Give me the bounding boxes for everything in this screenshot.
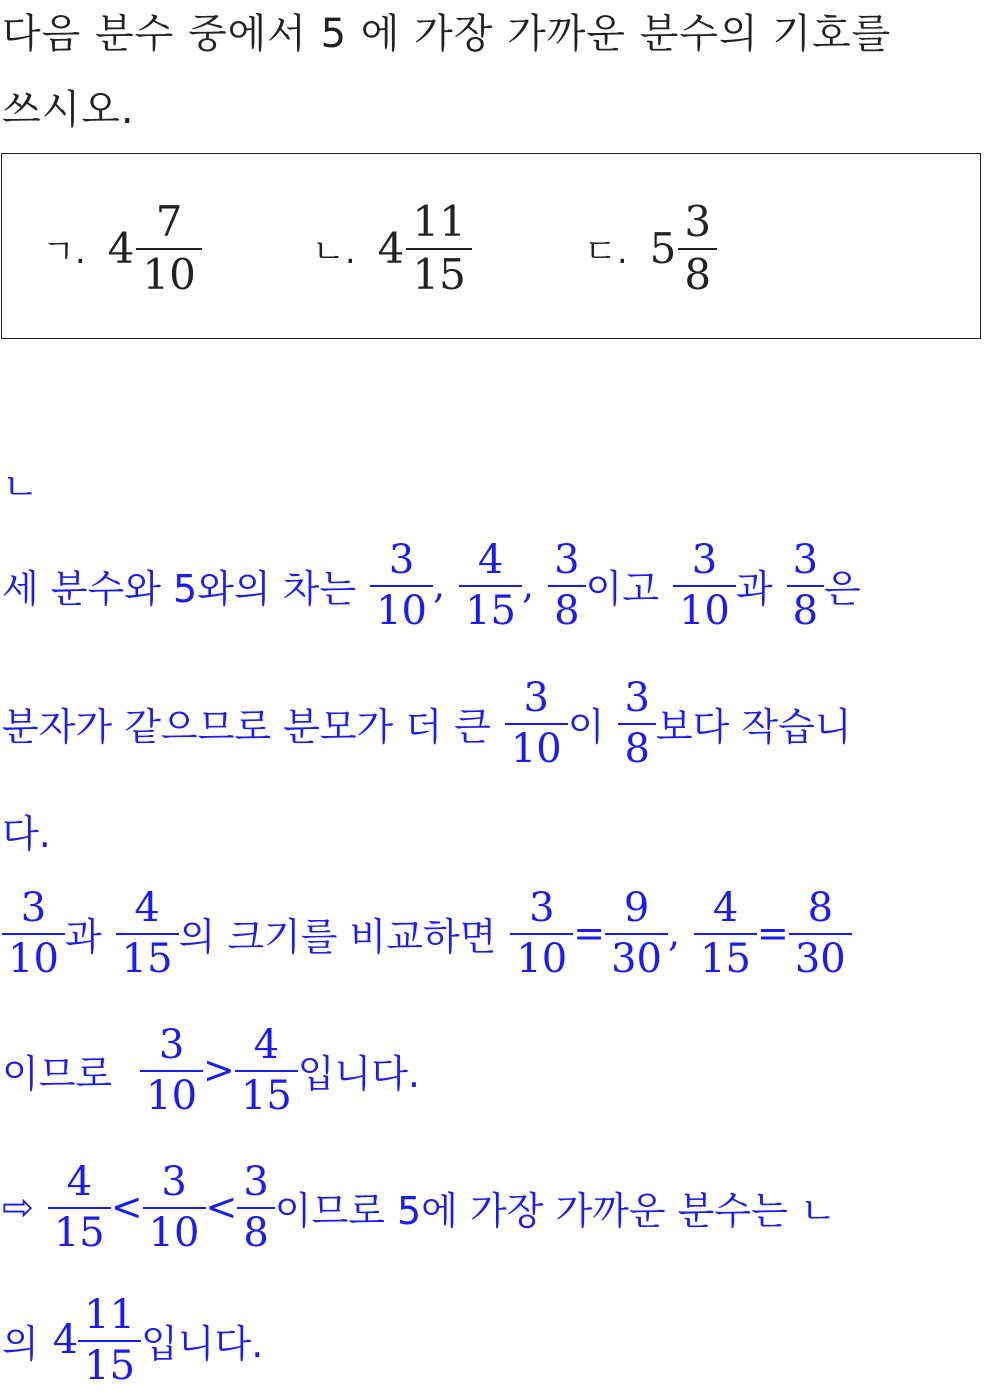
comma: ,	[668, 911, 681, 955]
fraction	[370, 536, 433, 634]
text: 보다 작습니	[655, 704, 852, 749]
numerator: 4	[712, 884, 739, 931]
explanation-line-6	[2, 1152, 837, 1262]
choice-a	[42, 192, 202, 304]
denominator: 8	[554, 587, 580, 634]
denominator: 10	[142, 249, 196, 299]
denominator: 30	[794, 935, 846, 982]
fraction-bar	[459, 585, 522, 587]
fraction	[459, 536, 522, 634]
fraction	[548, 536, 585, 634]
whole-number: 5	[649, 223, 677, 273]
numerator: 4	[253, 1021, 280, 1068]
text: 의 크기를 비교하면	[178, 914, 497, 959]
arrow-icon: ⇨	[2, 1185, 34, 1229]
fraction	[505, 674, 568, 772]
numerator: 11	[84, 1291, 136, 1338]
explanation-line-7	[2, 1288, 263, 1392]
numerator: 3	[691, 536, 718, 583]
fraction-bar	[116, 933, 179, 935]
text: 의	[2, 1321, 39, 1366]
fraction	[673, 536, 736, 634]
fraction	[48, 1158, 111, 1256]
numerator: 7	[155, 196, 183, 246]
fraction-bar	[787, 585, 824, 587]
whole-number: 4	[377, 223, 405, 273]
fraction	[694, 884, 757, 982]
numerator: 3	[624, 674, 650, 721]
numerator: 8	[807, 884, 834, 931]
numerator: 3	[388, 536, 415, 583]
question-line-2: 쓰시오.	[2, 87, 135, 133]
denominator: 15	[53, 1209, 105, 1256]
answer-text: ㄴ	[2, 464, 39, 509]
fraction-bar	[237, 1207, 274, 1209]
denominator: 15	[700, 935, 752, 982]
choices-box	[1, 153, 981, 339]
denominator: 15	[84, 1342, 136, 1389]
denominator: 10	[516, 935, 568, 982]
fraction	[678, 196, 717, 299]
fraction-bar	[618, 723, 655, 725]
fraction	[136, 196, 201, 299]
explanation-line-1	[2, 530, 861, 640]
text: 과	[735, 566, 773, 611]
text: 다.	[2, 811, 51, 856]
fraction	[143, 1158, 206, 1256]
text: 이므로	[2, 1051, 113, 1096]
numerator: 4	[477, 536, 504, 583]
denominator: 30	[611, 935, 663, 982]
whole-number: 4	[52, 1317, 79, 1363]
denominator: 10	[376, 587, 427, 634]
less-than-sign: <	[205, 1185, 238, 1229]
numerator: 3	[554, 536, 580, 583]
fraction-bar	[694, 933, 757, 935]
choice-label: ㄴ.	[312, 231, 356, 272]
question-line-1: 다음 분수 중에서 5 에 가장 가까운 분수의 기호를	[2, 11, 892, 57]
text: 세 분수와 5와의 차는	[2, 566, 357, 611]
choice-c	[584, 192, 717, 304]
whole-number: 4	[107, 223, 135, 273]
equals-sign: =	[573, 911, 606, 955]
fraction-bar	[510, 933, 573, 935]
fraction	[605, 884, 668, 982]
comma: ,	[433, 563, 446, 607]
fraction	[237, 1158, 274, 1256]
fraction	[787, 536, 824, 634]
fraction-bar	[143, 1207, 206, 1209]
text: 이고	[585, 566, 659, 611]
answer	[2, 458, 39, 508]
choice-b	[312, 192, 472, 304]
fraction-bar	[48, 1207, 111, 1209]
fraction	[140, 1021, 203, 1119]
numerator: 9	[623, 884, 650, 931]
fraction-bar	[78, 1340, 141, 1342]
comma: ,	[522, 563, 535, 607]
numerator: 3	[243, 1158, 269, 1205]
fraction-bar	[140, 1070, 203, 1072]
denominator: 8	[624, 725, 650, 772]
denominator: 15	[412, 249, 466, 299]
fraction-bar	[235, 1070, 298, 1072]
fraction-bar	[789, 933, 852, 935]
choice-label: ㄷ.	[584, 231, 628, 272]
text: 은	[824, 566, 861, 611]
fraction	[789, 884, 852, 982]
numerator: 4	[134, 884, 160, 931]
text: 이	[567, 704, 605, 749]
denominator: 8	[243, 1209, 269, 1256]
numerator: 3	[684, 196, 712, 246]
denominator: 10	[146, 1072, 198, 1119]
denominator: 10	[678, 587, 730, 634]
numerator: 3	[161, 1158, 187, 1205]
explanation-line-3	[2, 802, 51, 858]
fraction-bar	[2, 933, 65, 935]
text: 분자가 같으므로 분모가 더 큰	[2, 704, 491, 749]
text: 입니다.	[141, 1321, 264, 1366]
fraction	[618, 674, 655, 772]
numerator: 3	[529, 884, 555, 931]
numerator: 3	[158, 1021, 185, 1068]
text: 이므로 5에 가장 가까운 분수는 ㄴ	[274, 1188, 837, 1233]
fraction	[2, 884, 65, 982]
fraction	[78, 1291, 141, 1389]
fraction	[116, 884, 179, 982]
fraction-bar	[605, 933, 668, 935]
denominator: 8	[792, 587, 819, 634]
explanation-line-2	[2, 668, 852, 778]
text: 과	[64, 914, 102, 959]
fraction	[510, 884, 573, 982]
denominator: 10	[148, 1209, 200, 1256]
fraction-bar	[370, 585, 433, 587]
denominator: 15	[121, 935, 173, 982]
denominator: 15	[240, 1072, 292, 1119]
denominator: 10	[510, 725, 562, 772]
explanation-line-5	[2, 1015, 420, 1125]
denominator: 10	[8, 935, 59, 982]
numerator: 11	[412, 196, 466, 246]
fraction-bar	[505, 723, 568, 725]
greater-than-sign: >	[203, 1048, 235, 1092]
explanation-line-4	[2, 878, 852, 988]
fraction	[235, 1021, 298, 1119]
fraction-bar	[548, 585, 585, 587]
choice-label: ㄱ.	[42, 231, 86, 272]
numerator: 4	[66, 1158, 93, 1205]
numerator: 3	[523, 674, 549, 721]
numerator: 3	[792, 536, 819, 583]
equals-sign: =	[757, 911, 789, 955]
denominator: 8	[684, 249, 712, 299]
denominator: 15	[465, 587, 516, 634]
text: 입니다.	[297, 1051, 420, 1096]
less-than-sign: <	[110, 1185, 143, 1229]
fraction-bar	[673, 585, 736, 587]
numerator: 3	[20, 884, 47, 931]
fraction	[406, 196, 471, 299]
